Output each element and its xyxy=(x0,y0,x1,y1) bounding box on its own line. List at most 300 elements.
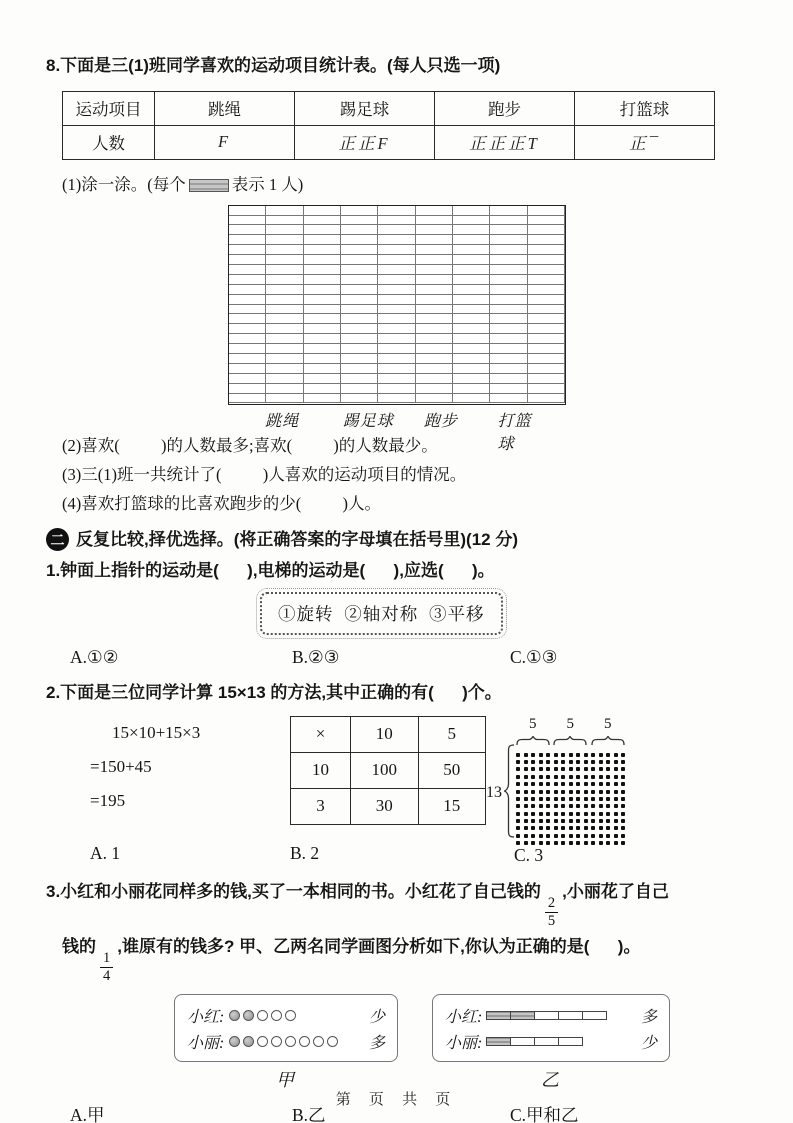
empty-circle xyxy=(327,1036,338,1047)
chart-grid-cell xyxy=(490,235,527,245)
dot xyxy=(591,826,595,830)
table-row-label: 人数 xyxy=(63,125,155,159)
chart-grid-cell xyxy=(416,206,453,216)
option-b: B. 2 xyxy=(290,842,320,863)
q8-sub1-pre: (1)涂一涂。(每个 xyxy=(62,174,186,194)
chart-grid-cell xyxy=(378,344,415,354)
chart-grid-cell xyxy=(528,324,565,334)
q3-diagrams xyxy=(174,994,723,1092)
q8-stem: 8.下面是三(1)班同学喜欢的运动项目统计表。(每人只选一项) xyxy=(46,56,501,75)
chart-grid-cell xyxy=(229,374,266,384)
dot xyxy=(569,826,573,830)
dot xyxy=(569,753,573,757)
dot xyxy=(621,767,625,771)
dot xyxy=(591,812,595,816)
chart-grid-cell xyxy=(490,305,527,315)
q3-stem-line2 xyxy=(62,935,723,984)
dot xyxy=(584,804,588,808)
chart-grid-cell xyxy=(229,344,266,354)
chart-grid-cell xyxy=(304,324,341,334)
dot xyxy=(546,819,550,823)
chart-grid-cell xyxy=(528,275,565,285)
bar-segment-filled xyxy=(510,1011,535,1020)
table-row xyxy=(291,716,486,752)
tally-cell: 正¯ xyxy=(575,125,715,159)
diagram-yi xyxy=(432,994,670,1092)
dot xyxy=(561,812,565,816)
chart-grid-cell xyxy=(528,235,565,245)
bar-segment-empty xyxy=(534,1011,559,1020)
dot xyxy=(554,790,558,794)
q2-method2 xyxy=(290,716,486,864)
dot xyxy=(539,790,543,794)
chart-grid-cell xyxy=(416,285,453,295)
option-a: A.①② xyxy=(70,646,119,667)
dot xyxy=(584,819,588,823)
chart-grid-cell xyxy=(378,265,415,275)
chart-grid-cell xyxy=(453,275,490,285)
chart-grid-cell xyxy=(229,206,266,216)
chart-grid-cell xyxy=(304,245,341,255)
q1-options xyxy=(70,647,723,668)
dot xyxy=(569,812,573,816)
dot xyxy=(591,760,595,764)
empty-circle xyxy=(285,1036,296,1047)
chart-grid-cell xyxy=(453,295,490,305)
dot xyxy=(546,782,550,786)
chart-grid-cell xyxy=(528,255,565,265)
q2-stem: 2.下面是三位同学计算 15×13 的方法,其中正确的有( )个。 xyxy=(46,682,502,702)
q8-stat-table xyxy=(62,91,715,160)
dot xyxy=(516,834,520,838)
chart-grid-cell xyxy=(341,235,378,245)
dot xyxy=(606,834,610,838)
dot xyxy=(584,826,588,830)
dot xyxy=(584,812,588,816)
dot xyxy=(531,797,535,801)
chart-grid-cell xyxy=(378,334,415,344)
filled-circle xyxy=(229,1010,240,1021)
dot xyxy=(591,834,595,838)
chart-grid-cell xyxy=(341,344,378,354)
dot xyxy=(554,826,558,830)
chart-grid-cell xyxy=(266,265,303,275)
mul-cell: 10 xyxy=(351,716,419,752)
chart-grid-cell xyxy=(453,255,490,265)
dot xyxy=(531,767,535,771)
dot xyxy=(621,797,625,801)
bar-segment-empty xyxy=(558,1037,583,1046)
diagram-yi-box xyxy=(432,994,670,1062)
chart-grid-cell xyxy=(528,334,565,344)
chart-grid-cell xyxy=(341,216,378,226)
chart-grid-cell xyxy=(528,295,565,305)
chart-grid-cell xyxy=(266,324,303,334)
chart-grid-cell xyxy=(453,334,490,344)
option-c: C.甲和乙 xyxy=(510,1105,579,1123)
dot xyxy=(576,797,580,801)
chart-category-label: 跳绳 xyxy=(265,412,300,430)
chart-grid-cell xyxy=(528,285,565,295)
chart-grid-cell xyxy=(453,344,490,354)
dot xyxy=(531,782,535,786)
chart-grid-cell xyxy=(229,265,266,275)
q2-method2-table xyxy=(290,716,486,825)
chart-grid-cell xyxy=(453,374,490,384)
chart-grid-cell xyxy=(528,314,565,324)
chart-grid-cell xyxy=(266,225,303,235)
chart-grid-cell xyxy=(266,295,303,305)
chart-grid-cell xyxy=(378,235,415,245)
dot xyxy=(539,782,543,786)
brace-left-label: 13 xyxy=(486,784,502,802)
dot xyxy=(621,812,625,816)
dot xyxy=(539,812,543,816)
q8-sub4: (4)喜欢打篮球的比喜欢跑步的少( )人。 xyxy=(62,493,381,513)
dot xyxy=(614,819,618,823)
diagram-row xyxy=(445,1002,657,1028)
option-b: B.②③ xyxy=(292,646,340,667)
chart-grid-cell xyxy=(229,305,266,315)
chart-grid-cell xyxy=(266,334,303,344)
dot xyxy=(606,804,610,808)
dot xyxy=(621,826,625,830)
filled-circle xyxy=(243,1010,254,1021)
chart-grid-cell xyxy=(416,275,453,285)
chart-grid-cell xyxy=(266,394,303,404)
chart-grid-cell xyxy=(266,255,303,265)
chart-grid-cell xyxy=(304,216,341,226)
dot xyxy=(531,812,535,816)
chart-grid-cell xyxy=(229,255,266,265)
option-c: C. 3 xyxy=(514,845,544,866)
chart-grid-cell xyxy=(304,314,341,324)
chart-grid-cell xyxy=(453,206,490,216)
chart-grid-cell xyxy=(229,324,266,334)
chart-grid-cell xyxy=(378,305,415,315)
dot xyxy=(591,753,595,757)
diagram-row-tag: 少 xyxy=(640,1034,657,1052)
chart-grid-cell xyxy=(453,354,490,364)
section2-header xyxy=(46,528,723,553)
dot xyxy=(516,767,520,771)
chart-grid-cell xyxy=(453,235,490,245)
dot xyxy=(591,804,595,808)
chart-grid-cell xyxy=(229,394,266,404)
empty-circle xyxy=(271,1010,282,1021)
table-header-cell: 跑步 xyxy=(435,91,575,125)
dot xyxy=(606,760,610,764)
dot xyxy=(539,760,543,764)
dot xyxy=(576,767,580,771)
q8-sub1 xyxy=(62,170,723,199)
dot xyxy=(569,775,573,779)
dot xyxy=(576,753,580,757)
dot xyxy=(516,797,520,801)
chart-grid-cell xyxy=(341,285,378,295)
dot xyxy=(584,834,588,838)
chart-grid-cell xyxy=(528,305,565,315)
tally-cell: 正正正T xyxy=(435,125,575,159)
chart-grid-cell xyxy=(304,354,341,364)
dot xyxy=(554,753,558,757)
table-header-cell: 打篮球 xyxy=(575,91,715,125)
chart-grid-cell xyxy=(341,374,378,384)
dot xyxy=(591,797,595,801)
dot xyxy=(561,760,565,764)
chart-grid-cell xyxy=(341,255,378,265)
chart-grid-cell xyxy=(416,216,453,226)
chart-grid-cell xyxy=(229,275,266,285)
dot xyxy=(524,819,528,823)
dot xyxy=(614,804,618,808)
dot xyxy=(539,819,543,823)
dot xyxy=(531,790,535,794)
q3-stem-part4: ,谁原有的钱多? 甲、乙两名同学画图分析如下,你认为正确的是( )。 xyxy=(117,937,641,956)
left-brace xyxy=(504,744,514,843)
chart-grid-cell xyxy=(416,344,453,354)
chart-grid-cell xyxy=(416,305,453,315)
dot xyxy=(561,753,565,757)
dot xyxy=(599,812,603,816)
dot xyxy=(614,826,618,830)
chart-grid-cell xyxy=(229,314,266,324)
dot xyxy=(576,775,580,779)
dot xyxy=(569,790,573,794)
chart-grid-cell xyxy=(453,265,490,275)
brace-top-label: 5 xyxy=(566,715,574,732)
chart-grid-cell xyxy=(378,364,415,374)
chart-grid-cell xyxy=(304,344,341,354)
chart-grid-cell xyxy=(453,216,490,226)
chart-category-label: 跑步 xyxy=(423,412,458,430)
empty-circle xyxy=(285,1010,296,1021)
chart-grid-cell xyxy=(378,394,415,404)
dot xyxy=(606,819,610,823)
table-row xyxy=(291,788,486,824)
dot xyxy=(554,804,558,808)
dot xyxy=(599,826,603,830)
dot xyxy=(561,797,565,801)
dot xyxy=(561,775,565,779)
dot xyxy=(539,834,543,838)
chart-grid-cell xyxy=(304,384,341,394)
dot xyxy=(546,760,550,764)
chart-grid-cell xyxy=(378,275,415,285)
dot xyxy=(621,804,625,808)
dot xyxy=(621,775,625,779)
dot xyxy=(516,760,520,764)
chart-grid-cell xyxy=(453,324,490,334)
dot xyxy=(576,804,580,808)
q2-method1 xyxy=(90,716,290,864)
chart-grid-cell xyxy=(304,206,341,216)
chart-grid-cell xyxy=(490,344,527,354)
chart-grid-cell xyxy=(304,225,341,235)
chart-grid-cell xyxy=(416,384,453,394)
table-row xyxy=(63,125,715,159)
mul-cell: 10 xyxy=(291,752,351,788)
dot xyxy=(576,760,580,764)
dot xyxy=(606,812,610,816)
dot xyxy=(599,782,603,786)
chart-grid-cell xyxy=(528,344,565,354)
diagram-jia-label: 甲 xyxy=(276,1070,296,1091)
dot xyxy=(561,767,565,771)
dot-group-brace xyxy=(552,716,590,750)
chart-grid-cell xyxy=(528,206,565,216)
tally-cell: F xyxy=(155,125,295,159)
chart-grid-cell xyxy=(416,394,453,404)
table-header-cell: 跳绳 xyxy=(155,91,295,125)
chart-grid-cell xyxy=(453,364,490,374)
dot xyxy=(614,775,618,779)
chart-grid-cell xyxy=(266,235,303,245)
dot xyxy=(516,826,520,830)
chart-grid-cell xyxy=(528,354,565,364)
chart-grid-cell xyxy=(378,354,415,364)
dot xyxy=(546,826,550,830)
mul-cell: 3 xyxy=(291,788,351,824)
bar-segment-empty xyxy=(510,1037,535,1046)
dot xyxy=(546,775,550,779)
chart-grid-cell xyxy=(416,225,453,235)
chart-grid-cell xyxy=(528,225,565,235)
chart-grid-cell xyxy=(229,384,266,394)
chart-grid-cell xyxy=(229,285,266,295)
chart-grid-cell xyxy=(378,324,415,334)
dot xyxy=(531,834,535,838)
chart-grid-cell xyxy=(341,324,378,334)
chart-grid-cell xyxy=(266,245,303,255)
filled-circle xyxy=(243,1036,254,1047)
dot xyxy=(606,797,610,801)
chart-grid-cell xyxy=(229,364,266,374)
chart-grid-cell xyxy=(304,364,341,374)
chart-grid-cell xyxy=(490,384,527,394)
dot xyxy=(576,826,580,830)
dot xyxy=(554,782,558,786)
dot xyxy=(599,775,603,779)
chart-grid-cell xyxy=(416,245,453,255)
dot xyxy=(516,782,520,786)
dot xyxy=(546,753,550,757)
chart-grid-cell xyxy=(490,354,527,364)
dot xyxy=(599,760,603,764)
q8-sub1-post: 表示 1 人) xyxy=(231,174,304,194)
empty-circle xyxy=(257,1036,268,1047)
chart-grid-cell xyxy=(378,314,415,324)
section2-title: 反复比较,择优选择。(将正确答案的字母填在括号里)(12 分) xyxy=(76,529,518,549)
chart-grid-cell xyxy=(490,374,527,384)
dot xyxy=(569,804,573,808)
chart-grid-cell xyxy=(490,206,527,216)
diagram-row-tag: 多 xyxy=(640,1008,657,1026)
q3-stem-part3: 钱的 xyxy=(62,937,96,956)
chart-grid-cell xyxy=(378,216,415,226)
diagram-row-tag: 多 xyxy=(368,1034,385,1052)
dot xyxy=(524,767,528,771)
dot xyxy=(524,834,528,838)
q1-choices-box: ①旋转 ②轴对称 ③平移 xyxy=(260,592,503,635)
chart-category-label: 踢足球 xyxy=(342,412,394,430)
segmented-bar xyxy=(487,1011,607,1020)
method1-line: =195 xyxy=(90,790,126,810)
chart-grid-cell xyxy=(304,374,341,384)
chart-grid-cell xyxy=(528,394,565,404)
chart-grid-cell xyxy=(416,324,453,334)
mul-cell: 15 xyxy=(418,788,486,824)
dot xyxy=(614,760,618,764)
chart-grid-cell xyxy=(378,245,415,255)
dot xyxy=(546,804,550,808)
chart-grid-cell xyxy=(490,285,527,295)
tally-cell: 正正F xyxy=(295,125,435,159)
dot xyxy=(554,834,558,838)
chart-grid-cell xyxy=(490,216,527,226)
chart-grid-cell xyxy=(341,394,378,404)
chart-grid-cell xyxy=(266,374,303,384)
fraction-1-4: $\frac{1}{4}$ xyxy=(100,951,113,984)
dot xyxy=(614,834,618,838)
dot xyxy=(569,834,573,838)
chart-grid-cell xyxy=(341,314,378,324)
dot xyxy=(569,797,573,801)
dot xyxy=(599,767,603,771)
q2-method3 xyxy=(486,716,627,864)
mul-cell: 5 xyxy=(418,716,486,752)
chart-grid-cell xyxy=(266,344,303,354)
section2-badge: 二 xyxy=(46,528,69,551)
dot xyxy=(606,790,610,794)
dot xyxy=(524,797,528,801)
dot xyxy=(591,775,595,779)
page-footer: 第 页 共 页 xyxy=(335,1091,458,1108)
diagram-jia xyxy=(174,994,398,1092)
chart-grid-cell xyxy=(341,354,378,364)
diagram-row-name: 小红: xyxy=(187,1008,225,1026)
q8-sub2: (2)喜欢( )的人数最多;喜欢( )的人数最少。 xyxy=(62,435,438,455)
dot xyxy=(524,790,528,794)
dot xyxy=(561,782,565,786)
chart-grid-cell xyxy=(490,265,527,275)
left-brace-group xyxy=(486,742,514,846)
chart-grid-cell xyxy=(266,216,303,226)
dot xyxy=(531,804,535,808)
chart-grid-cell xyxy=(341,334,378,344)
mul-cell: × xyxy=(291,716,351,752)
chart-grid-cell xyxy=(229,216,266,226)
chart-grid-cell xyxy=(453,314,490,324)
dot xyxy=(621,753,625,757)
q8-chart-grid xyxy=(228,205,566,405)
chart-grid-cell xyxy=(453,384,490,394)
diagram-yi-label: 乙 xyxy=(541,1070,561,1091)
chart-grid-cell xyxy=(341,275,378,285)
chart-grid-cell xyxy=(378,206,415,216)
dot xyxy=(539,775,543,779)
dot xyxy=(546,790,550,794)
dot xyxy=(569,782,573,786)
chart-grid-cell xyxy=(341,265,378,275)
fraction-2-5: $\frac{2}{5}$ xyxy=(545,896,558,929)
dot xyxy=(554,767,558,771)
q3-stem-part1: 3.小红和小丽花同样多的钱,买了一本相同的书。小红花了自己钱的 xyxy=(46,881,541,901)
dot xyxy=(621,790,625,794)
dot xyxy=(599,790,603,794)
chart-grid-cell xyxy=(490,314,527,324)
chart-grid-cell xyxy=(528,364,565,374)
